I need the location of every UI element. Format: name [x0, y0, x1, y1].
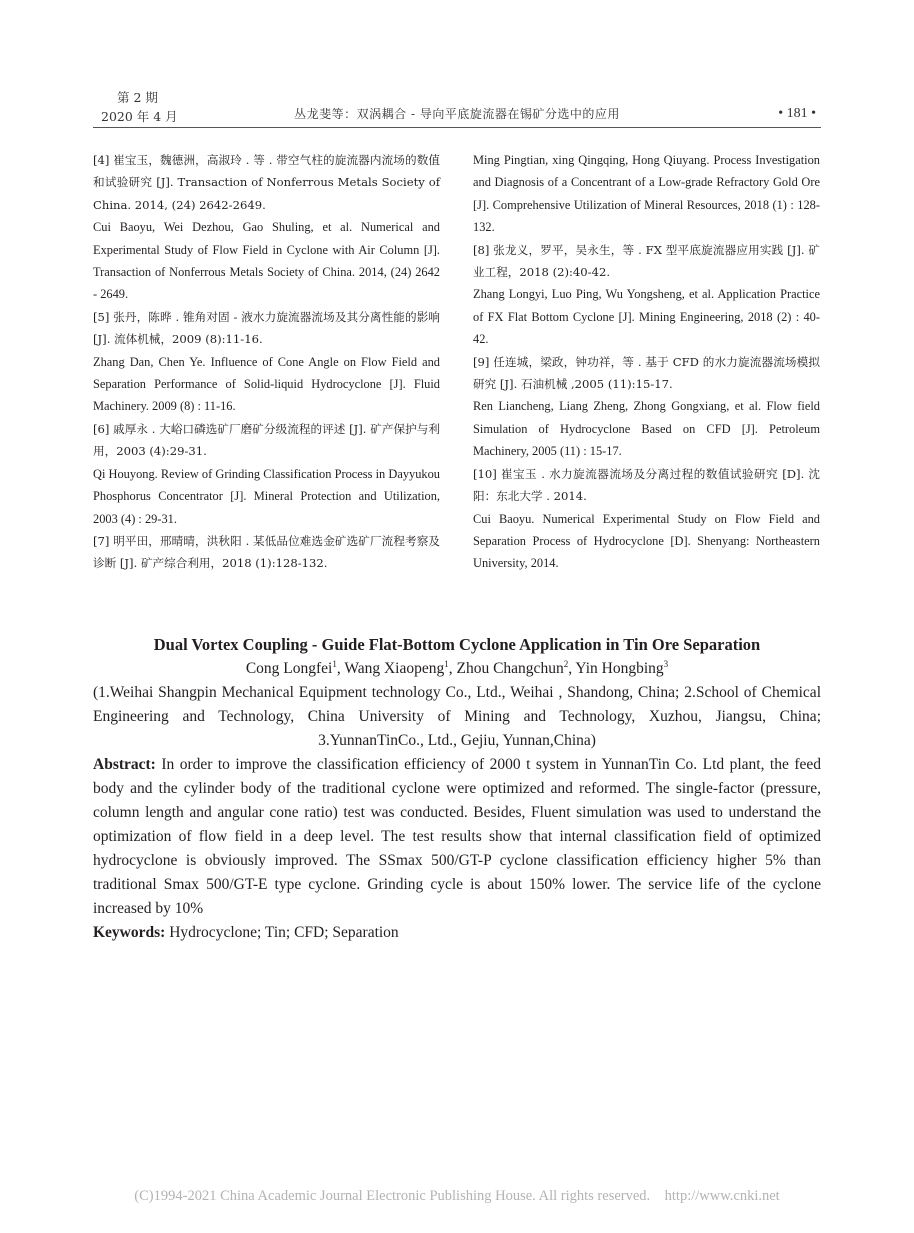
- affiliations: (1.Weihai Shangpin Mechanical Equipment technology Co., Ltd., Weihai , Shandong, China; 2.School of Chemical Engineering and Technology, China University of Mining and Technology, Xuzhou, Jiangsu, China; 3.YunnanTinCo., Ltd., Gejiu, Yunnan,China): [93, 684, 821, 749]
- author-list: Cong Longfei$^1$, Wang Xiaopeng$^1$, Zhou Changchun$^2$, Yin Hongbing$^3$: [245, 658, 669, 677]
- english-title: Dual Vortex Coupling - Guide Flat-Bottom Cyclone Application in Tin Ore Separation: [153, 635, 761, 654]
- keywords-label: Keywords:: [93, 924, 166, 941]
- reference-entry: Zhang Dan, Chen Ye. Influence of Cone Angle on Flow Field and Separation Performance of Solid-liquid Hydrocyclone [J]. Fluid Machinery. 2009 (8) : 11-16.: [93, 354, 440, 414]
- keywords-paragraph: [93, 921, 821, 945]
- abstract-paragraph: [93, 753, 821, 921]
- author-name: Yin Hongbing: [575, 660, 664, 677]
- author-affiliation-mark: 1: [332, 658, 337, 669]
- reference-entry: [8] 张龙义，罗平，吴永生，等 . FX 型平底旋流器应用实践 [J]. 矿业工程，2018 (2):40-42.: [473, 242, 820, 280]
- running-title: 丛龙斐等：双涡耦合 - 导向平底旋流器在锡矿分选中的应用: [294, 107, 620, 121]
- reference-entry: Ming Pingtian, xing Qingqing, Hong Qiuyang. Process Investigation and Diagnosis of a Concentrant of a Low-grade Refractory Gold Ore [J]. Comprehensive Utilization of Mineral Resources, 2018 (1) : 128-132.: [473, 153, 820, 235]
- author-name: Zhou Changchun: [456, 660, 564, 677]
- reference-entry: [5] 张丹，陈晔 . 锥角对固 - 液水力旋流器流场及其分离性能的影响 [J]. 流体机械，2009 (8):11-16.: [93, 309, 440, 347]
- header-rule: [93, 127, 821, 128]
- references-left-column: [93, 149, 440, 575]
- author-affiliation-mark: 1: [444, 658, 449, 669]
- reference-entry: Cui Baoyu, Wei Dezhou, Gao Shuling, et al. Numerical and Experimental Study of Flow Field in Cyclone with Air Column [J]. Transaction of Nonferrous Metals Society of China. 2014, (24) 2642 - 2649.: [93, 220, 440, 302]
- reference-entry: [10] 崔宝玉 . 水力旋流器流场及分离过程的数值试验研究 [D]. 沈阳：东北大学 . 2014.: [473, 466, 820, 504]
- abstract-label: Abstract:: [93, 756, 156, 773]
- reference-entry: Ren Liancheng, Liang Zheng, Zhong Gongxiang, et al. Flow field Simulation of Hydrocyclone Based on CFD [J]. Petroleum Machinery, 2005 (11) : 15-17.: [473, 399, 820, 459]
- reference-entry: [7] 明平田，邢晴晴，洪秋阳 . 某低品位难选金矿选矿厂流程考察及诊断 [J]. 矿产综合利用，2018 (1):128-132.: [93, 533, 440, 571]
- reference-entry: Qi Houyong. Review of Grinding Classification Process in Dayyukou Phosphorus Concentrator [J]. Mineral Protection and Utilization, 2003 (4) : 29-31.: [93, 466, 440, 526]
- journal-issue: 第 2 期: [117, 90, 158, 105]
- journal-date: 2020 年 4 月: [101, 109, 178, 124]
- keywords-text: Hydrocyclone; Tin; CFD; Separation: [169, 924, 399, 941]
- reference-entry: [9] 任连城，梁政，钟功祥，等 . 基于 CFD 的水力旋流器流场模拟研究 [J]. 石油机械 ,2005 (11):15-17.: [473, 354, 820, 392]
- page-number: • 181 •: [778, 106, 816, 121]
- abstract-text: In order to improve the classification efficiency of 2000 t system in YunnanTin Co. Ltd plant, the feed body and the cylinder body of the traditional cyclone were optimized and reformed. The single-factor (pressure, column length and angular cone ratio) test was conducted. Besides, Fluent simulation was used to understand the optimization of flow field in a deep level. The test results show that internal classification field of optimized hydrocyclone is obviously improved. The SSmax 500/GT-P cyclone classification efficiency higher 5% than traditional Smax 500/GT-E type cyclone. Grinding cycle is about 150% lower. The service life of the cyclone increased by 10%: [93, 756, 822, 917]
- author-name: Wang Xiaopeng: [344, 660, 445, 677]
- reference-entry: [4] 崔宝玉，魏德洲，高淑玲 . 等 . 带空气柱的旋流器内流场的数值和试验研究 [J]. Transaction of Nonferrous Metals Society of China. 2014, (24) 2642-2649.: [93, 153, 440, 212]
- author-affiliation-mark: 2: [563, 658, 569, 669]
- reference-entry: Cui Baoyu. Numerical Experimental Study on Flow Field and Separation Process of Hydrocyclone [D]. Shenyang: Northeastern University, 2014.: [473, 511, 820, 571]
- english-abstract-section: [93, 633, 821, 945]
- author-affiliation-mark: 3: [663, 658, 669, 669]
- reference-entry: [6] 戚厚永 . 大峪口磷选矿厂磨矿分级流程的评述 [J]. 矿产保护与利用，2003 (4):29-31.: [93, 421, 440, 459]
- reference-entry: Zhang Longyi, Luo Ping, Wu Yongsheng, et al. Application Practice of FX Flat Bottom Cyclone [J]. Mining Engineering, 2018 (2) : 40-42.: [473, 287, 820, 347]
- copyright-footer: (C)1994-2021 China Academic Journal Electronic Publishing House. All rights reserved. http://www.cnki.net: [134, 1188, 780, 1204]
- author-name: Cong Longfei: [245, 660, 333, 677]
- references-right-column: [473, 149, 820, 575]
